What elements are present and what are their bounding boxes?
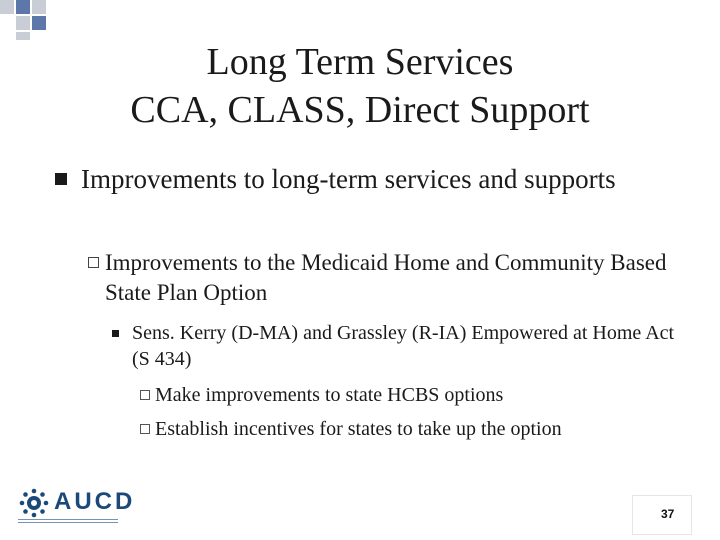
bullet-level-1-text: Improvements to long-term services and supports bbox=[81, 164, 616, 194]
bullet-level-3 bbox=[112, 320, 682, 372]
bullet-level-4-b-text: Establish incentives for states to take up the option bbox=[155, 418, 562, 440]
hollow-square-bullet-icon bbox=[140, 390, 150, 400]
logo-text: AUCD bbox=[54, 488, 136, 515]
square-bullet-icon bbox=[55, 173, 67, 185]
aucd-logo bbox=[14, 488, 136, 530]
hollow-square-bullet-icon bbox=[88, 257, 99, 268]
hollow-square-bullet-icon bbox=[140, 424, 150, 434]
bullet-level-1 bbox=[45, 162, 685, 197]
logo-tagline-lines bbox=[18, 519, 118, 527]
corner-decoration bbox=[0, 0, 80, 40]
bullet-level-4-a-text: Make improvements to state HCBS options bbox=[155, 384, 504, 406]
square-bullet-icon bbox=[112, 330, 119, 337]
page-number: 37 bbox=[661, 507, 675, 521]
bullet-level-2 bbox=[88, 248, 688, 308]
bullet-level-4-a bbox=[140, 382, 700, 408]
aucd-starburst-icon bbox=[14, 488, 54, 522]
title-line-2: CCA, CLASS, Direct Support bbox=[130, 89, 590, 131]
bullet-level-3-text: Sens. Kerry (D-MA) and Grassley (R-IA) Empowered at Home Act (S 434) bbox=[132, 322, 675, 370]
title-line-1: Long Term Services bbox=[206, 41, 514, 83]
bullet-level-4-b bbox=[140, 416, 700, 442]
bullet-level-2-text: Improvements to the Medicaid Home and Community Based State Plan Option bbox=[105, 250, 667, 305]
slide-title bbox=[60, 38, 660, 134]
